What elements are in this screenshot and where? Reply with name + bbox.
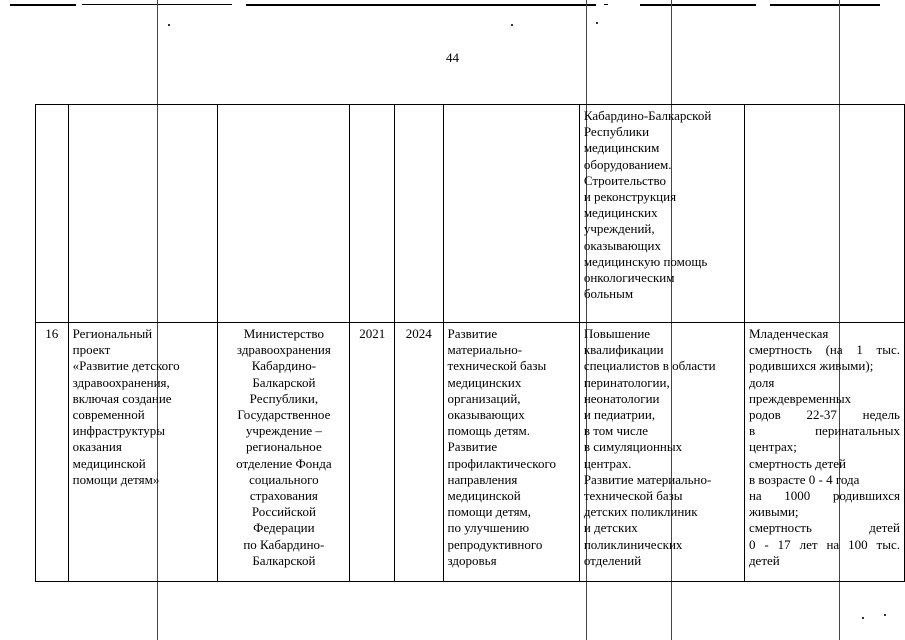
text-line: неонатологии bbox=[583, 390, 660, 406]
cell-project bbox=[68, 323, 218, 582]
text-line: поликлинических bbox=[583, 536, 683, 552]
cell-number: 16 bbox=[36, 323, 69, 582]
text-line: профилактического bbox=[447, 455, 556, 471]
text-line: Развитие bbox=[447, 326, 498, 341]
text-line: социального bbox=[249, 471, 319, 487]
cell-year-end bbox=[395, 105, 444, 323]
text-line: инфраструктуры bbox=[72, 423, 166, 439]
text-line: преждевременных bbox=[748, 390, 852, 406]
cell-year-end: 2024 bbox=[395, 323, 444, 582]
text-line: в перинатальных bbox=[748, 423, 900, 439]
text-line: включая создание bbox=[72, 390, 172, 406]
text-line: Республики, bbox=[249, 390, 319, 406]
text-line: смертность (на 1 тыс. bbox=[748, 342, 900, 358]
text-line: Развитие bbox=[447, 439, 498, 455]
cell-organization bbox=[218, 105, 350, 323]
scan-top-line bbox=[640, 4, 756, 6]
text-line: «Развитие детского bbox=[72, 358, 180, 374]
text-line: региональное bbox=[246, 439, 322, 455]
text-line: технической базы bbox=[583, 488, 683, 504]
table-row bbox=[36, 323, 905, 582]
scan-speck bbox=[596, 22, 598, 24]
text-line: онкологическим bbox=[583, 270, 675, 286]
text-line: больным bbox=[583, 286, 634, 302]
cell-indicators bbox=[744, 323, 904, 582]
cell-activity bbox=[579, 323, 744, 582]
scan-speck bbox=[884, 614, 886, 616]
cell-number bbox=[36, 105, 69, 323]
text-line: Повышение bbox=[583, 326, 651, 341]
text-line: оказания bbox=[72, 439, 122, 455]
text-line: здоровья bbox=[447, 552, 497, 568]
text-line: по Кабардино- bbox=[243, 536, 325, 552]
text-line: и реконструкция bbox=[583, 189, 677, 205]
text-line: квалификации bbox=[583, 342, 664, 358]
text-line: направления bbox=[447, 471, 518, 487]
text-line: родившихся живыми); bbox=[748, 358, 874, 374]
text-line: оказывающих bbox=[447, 407, 525, 423]
text-line: 0 - 17 лет на 100 тыс. bbox=[748, 536, 900, 552]
text-line: технической базы bbox=[447, 358, 547, 374]
text-line: Младенческая bbox=[748, 326, 829, 341]
text-line: учреждений, bbox=[583, 221, 655, 237]
cell-indicators bbox=[744, 105, 904, 323]
scan-speck bbox=[168, 24, 170, 26]
text-line: Балкарской bbox=[252, 552, 316, 568]
cell-year-start bbox=[350, 105, 395, 323]
text-line: здравоохранения bbox=[236, 342, 331, 358]
scan-top-line bbox=[10, 4, 76, 6]
text-line: перинатологии, bbox=[583, 374, 670, 390]
scan-speck bbox=[862, 617, 864, 619]
text-line: Балкарской bbox=[252, 374, 316, 390]
text-line: оказывающих bbox=[583, 237, 662, 253]
text-line: Кабардино- bbox=[251, 358, 317, 374]
text-line: доля bbox=[748, 374, 775, 390]
text-line: детей bbox=[748, 552, 780, 568]
text-line: помощи детям» bbox=[72, 471, 160, 487]
text-line: оборудованием. bbox=[583, 156, 672, 172]
cell-organization bbox=[218, 323, 350, 582]
text-line: медицинской bbox=[72, 455, 146, 471]
text-line: медицинскую помощь bbox=[583, 253, 708, 269]
text-line: помощь детям. bbox=[447, 423, 530, 439]
text-line: современной bbox=[72, 407, 145, 423]
scan-speck bbox=[511, 24, 513, 26]
text-line: медицинским bbox=[583, 140, 660, 156]
text-line: живыми; bbox=[748, 504, 799, 520]
text-line: Российской bbox=[251, 504, 316, 520]
text-line: проект bbox=[72, 342, 111, 358]
text-line: помощи детям, bbox=[447, 504, 532, 520]
text-line: Строительство bbox=[583, 172, 666, 188]
text-line: и детских bbox=[583, 520, 638, 536]
text-line: здравоохранения, bbox=[72, 374, 170, 390]
scan-top-line bbox=[246, 4, 596, 6]
text-line: смертность детей bbox=[748, 455, 846, 471]
measures-table bbox=[35, 104, 905, 582]
cell-activity bbox=[579, 105, 744, 323]
text-line: в возрасте 0 - 4 года bbox=[748, 471, 860, 487]
text-line: специалистов в области bbox=[583, 358, 716, 374]
text-line: медицинских bbox=[447, 374, 522, 390]
scan-top-line bbox=[604, 4, 608, 5]
text-line: страхования bbox=[249, 488, 318, 504]
scan-top-line bbox=[770, 4, 880, 6]
text-line: Республики bbox=[583, 124, 650, 140]
text-line: родов 22-37 недель bbox=[748, 407, 900, 423]
text-line: смертность детей bbox=[748, 520, 900, 536]
cell-goal bbox=[443, 105, 579, 323]
text-line: центрах. bbox=[583, 455, 632, 471]
text-line: Региональный bbox=[72, 326, 153, 341]
text-line: в том числе bbox=[583, 423, 648, 439]
text-line: организаций, bbox=[447, 390, 521, 406]
text-line: учреждение – bbox=[245, 423, 322, 439]
text-line: отделений bbox=[583, 552, 642, 568]
cell-project bbox=[68, 105, 218, 323]
text-line: на 1000 родившихся bbox=[748, 488, 900, 504]
text-line: Государственное bbox=[237, 407, 331, 423]
text-line: и педиатрии, bbox=[583, 407, 656, 423]
text-line: детских поликлиник bbox=[583, 504, 698, 520]
text-line: по улучшению bbox=[447, 520, 530, 536]
table-row bbox=[36, 105, 905, 323]
text-line: Кабардино-Балкарской bbox=[583, 108, 712, 123]
cell-goal bbox=[443, 323, 579, 582]
text-line: медицинских bbox=[583, 205, 658, 221]
text-line: материально- bbox=[447, 342, 523, 358]
text-line: Развитие материально- bbox=[583, 471, 712, 487]
text-line: медицинской bbox=[447, 488, 521, 504]
cell-year-start: 2021 bbox=[350, 323, 395, 582]
text-line: центрах; bbox=[748, 439, 797, 455]
text-line: отделение Фонда bbox=[236, 455, 332, 471]
text-line: репродуктивного bbox=[447, 536, 543, 552]
text-line: Федерации bbox=[253, 520, 315, 536]
page-number: 44 bbox=[446, 50, 459, 65]
text-line: в симуляционных bbox=[583, 439, 683, 455]
text-line: Министерство bbox=[243, 326, 324, 341]
